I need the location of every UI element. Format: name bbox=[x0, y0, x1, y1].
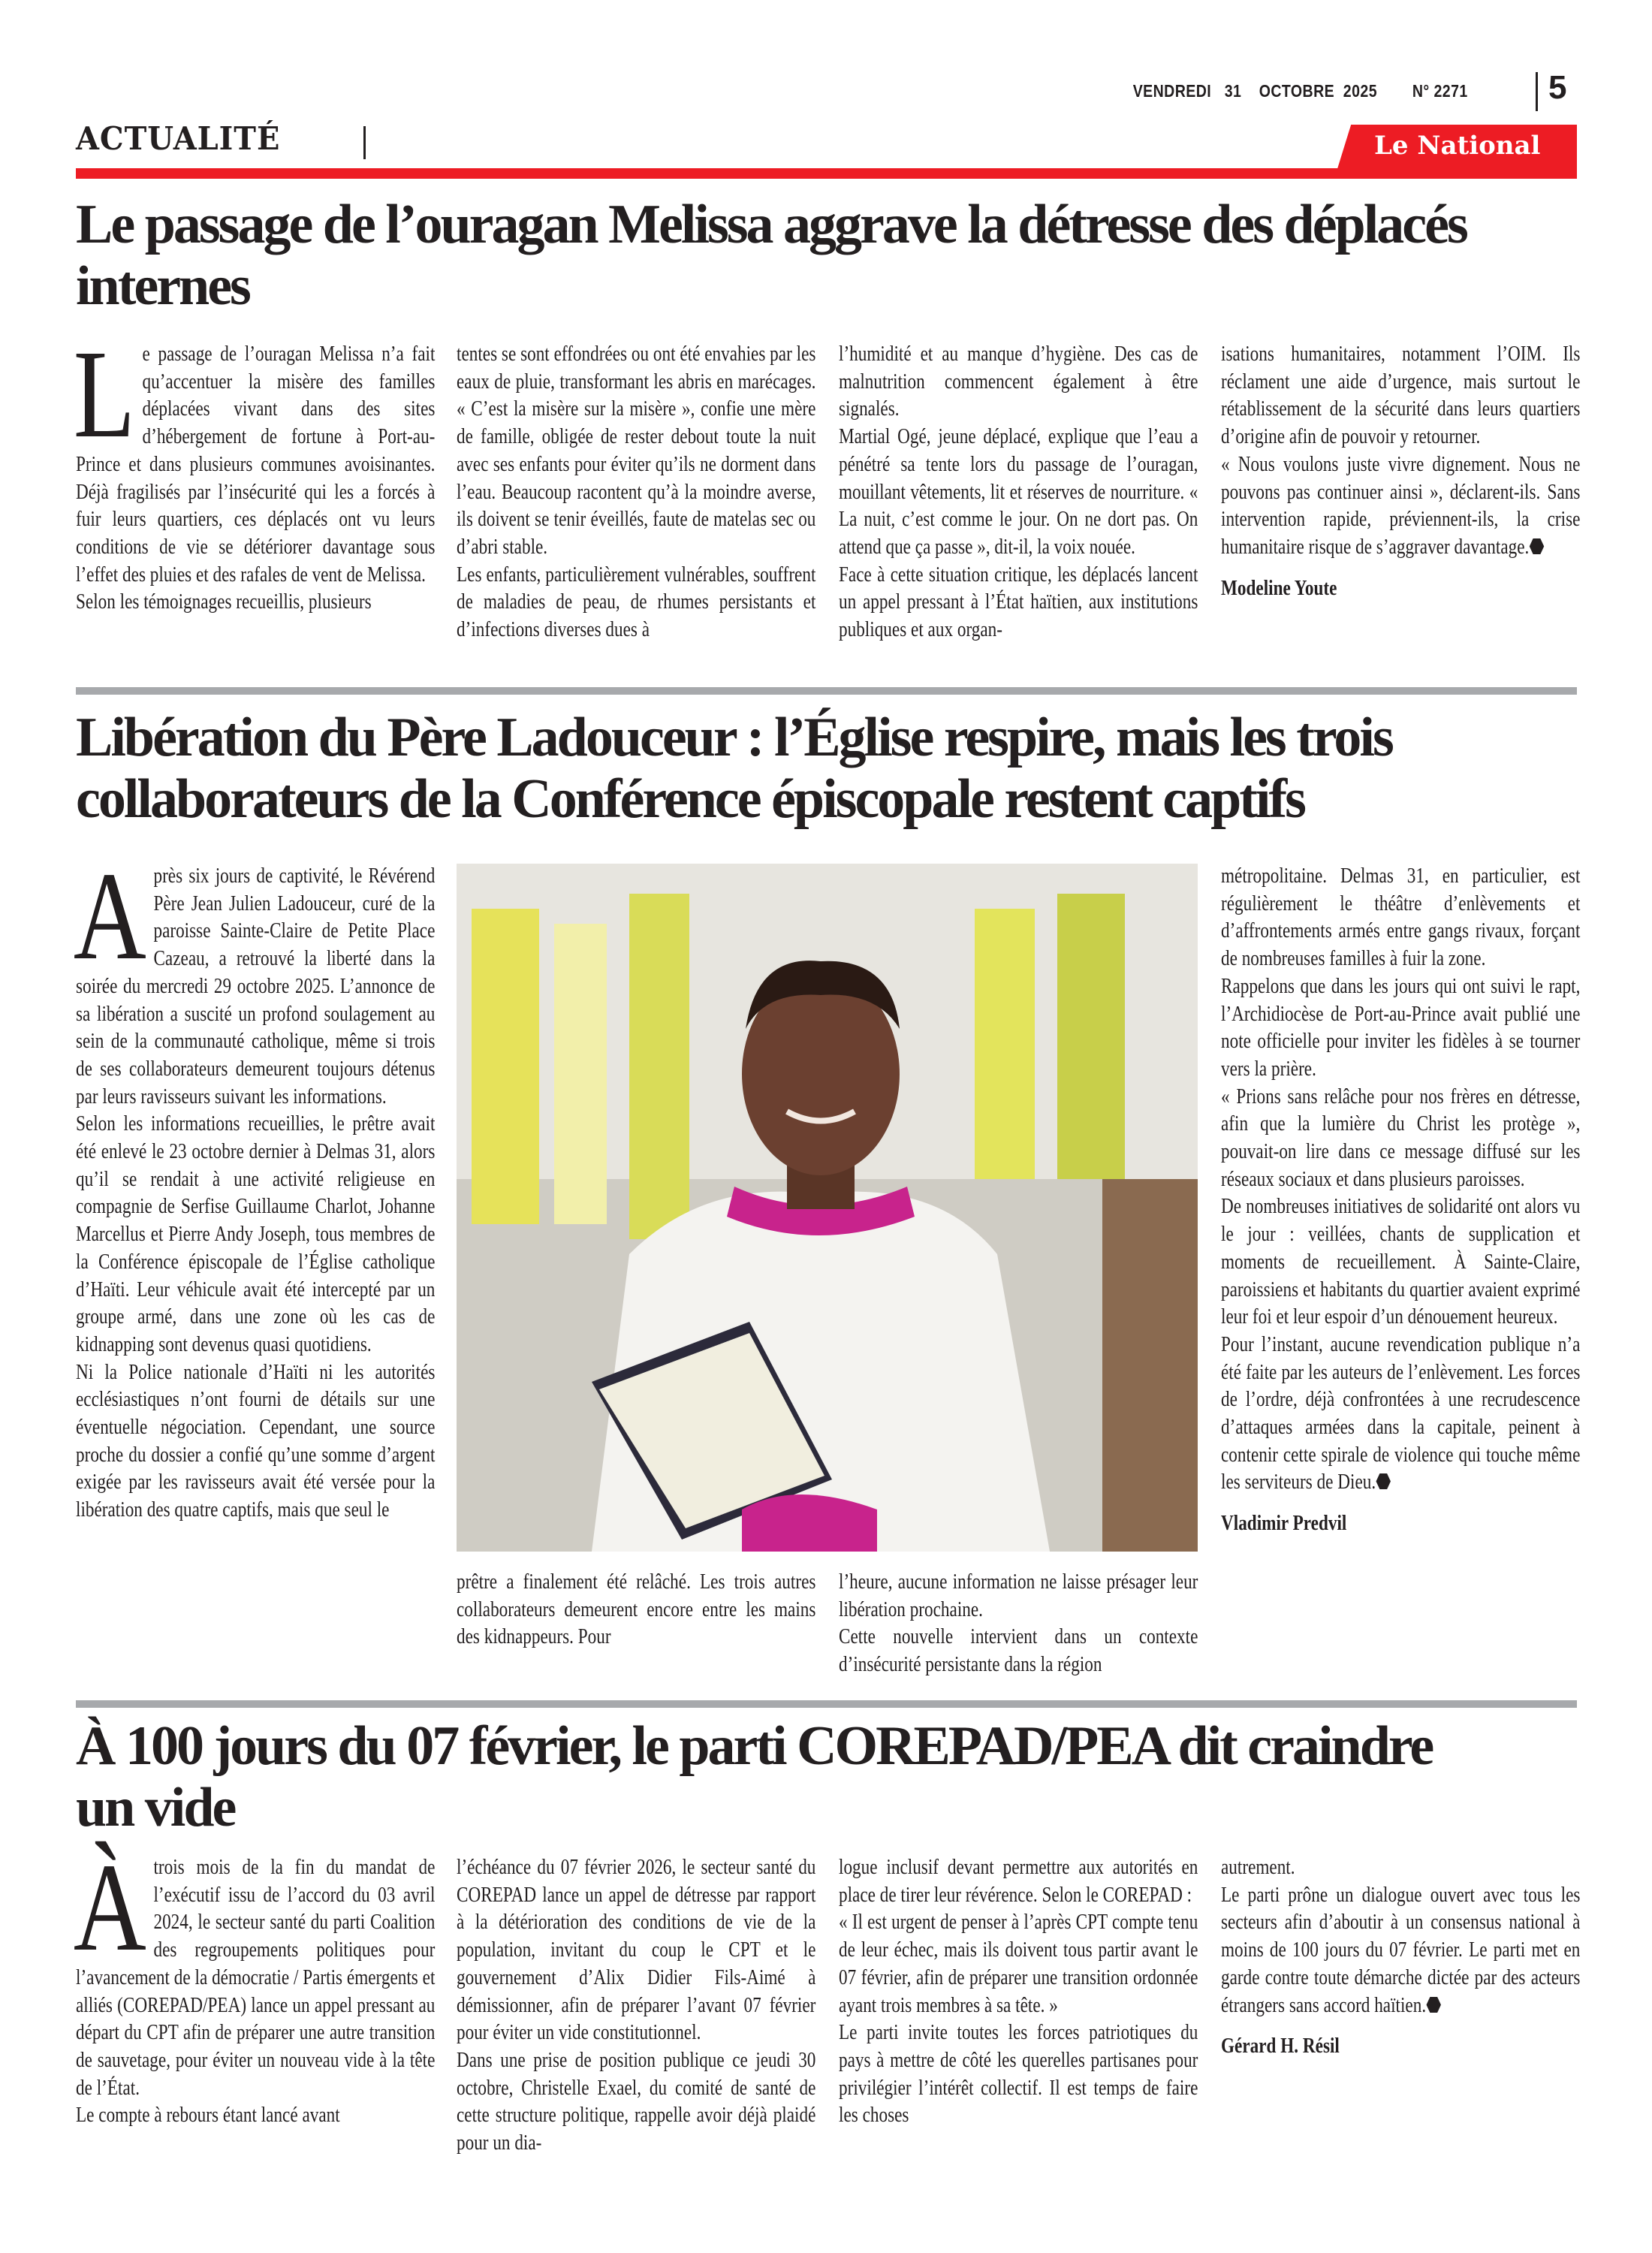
paragraph-text: Face à cette situation critique, les déplacés lancent un appel pressant à l’État haïtien, aux institutions publiques et aux organ- bbox=[839, 562, 1198, 642]
article-headline bbox=[76, 194, 1615, 317]
paragraph-text: Martial Ogé, jeune déplacé, explique que l’eau a pénétré sa tente lors du passage de l’ouragan, mouillant vêtements, lit et réserves de nourriture. « La nuit, c’est comme le jour. On ne dort pas. On attend que ça passe », dit-il, la voix nouée. bbox=[839, 424, 1198, 559]
article-author: Vladimir Predvil bbox=[1221, 1511, 1347, 1536]
paragraph-text: « Nous voulons juste vivre dignement. Nous ne pouvons pas continuer ainsi », déclarent-ils. Sans intervention rapide, préviennent-ils, la crise humanitaire risque de s’aggraver davantage.⬣ bbox=[1221, 451, 1581, 559]
paragraph bbox=[73, 846, 436, 1110]
headline-line: collaborateurs de la Conférence épiscopale restent captifs bbox=[76, 768, 1304, 830]
paragraph bbox=[73, 1838, 436, 2101]
paragraph bbox=[1221, 1331, 1580, 1496]
paragraph bbox=[1221, 340, 1580, 451]
paragraph-text: métropolitaine. Delmas 31, en particulier, est régulièrement le théâtre d’enlèvements et d’affrontements armés entre gangs rivaux, forçant de nombreuses familles à fuir la zone. bbox=[1221, 864, 1581, 971]
paragraph bbox=[73, 324, 436, 588]
text-column bbox=[457, 1853, 815, 2157]
headline-line: internes bbox=[76, 255, 249, 317]
section-divider bbox=[363, 126, 366, 159]
paragraph bbox=[1221, 1881, 1580, 2019]
text-column bbox=[1221, 1853, 1580, 2060]
paragraph-text: l’échéance du 07 février 2026, le secteur santé du COREPAD lance un appel de détresse par rapport à la détérioration des conditions de vie de la population, invitant du coup le CPT et le gouvernement d’Alix Didier Fils-Aimé à démissionner, afin de préparer l’avant 07 février pour éviter un vide constitutionnel. bbox=[457, 1855, 816, 2045]
issue-dateline: VENDREDI 31 OCTOBRE 2025 N° 2271 bbox=[1133, 81, 1468, 101]
article-author: Modeline Youte bbox=[1221, 575, 1337, 600]
paragraph-text: tentes se sont effondrées ou ont été envahies par les eaux de pluie, transformant les abris en marécages. « C’est la misère sur la misère », confie une mère de famille, obligée de rester debout toute la nuit avec ses enfants pour éviter qu’ils ne dorment dans l’eau. Beaucoup racontent qu’à la moindre averse, ils doivent se tenir éveillés, faute de matelas sec ou d’abri stable. bbox=[457, 342, 816, 559]
headline-line: À 100 jours du 07 février, le parti COREPAD/PEA dit craindre bbox=[76, 1715, 1433, 1777]
paragraph-text: logue inclusif devant permettre aux autorités en place de tirer leur révérence. Selon le COREPAD : bbox=[839, 1855, 1198, 1907]
article-author: Gérard H. Résil bbox=[1221, 2034, 1340, 2058]
paragraph-text: Le parti prône un dialogue ouvert avec tous les secteurs afin d’aboutir à un consensus national à moins de 100 jours du 07 février. Le parti met en garde contre toute démarche dictée par des acteurs étrangers sans accord haïtien.⬣ bbox=[1221, 1882, 1581, 2017]
paragraph-text: près six jours de captivité, le Révérend Père Jean Julien Ladouceur, curé de la paroisse Sainte-Claire de Petite Place Cazeau, a retrouvé la liberté dans la soirée du mercredi 29 octobre 2025. L’annonce de sa libération a suscité un profond soulagement au sein de la communauté catholique, même si trois de ses collaborateurs demeurent toujours détenus par leurs ravisseurs suivant les informations. bbox=[76, 864, 436, 1108]
paragraph bbox=[76, 1359, 435, 1524]
text-column bbox=[839, 1853, 1198, 2129]
paragraph-text: isations humanitaires, notamment l’OIM. Ils réclament une aide d’urgence, mais surtout le rétablissement de la sécurité dans leurs quartiers d’origine afin de pouvoir y retourner. bbox=[1221, 342, 1581, 449]
paragraph-text: e passage de l’ouragan Melissa n’a fait qu’accentuer la misère des familles déplacées vivant dans des sites d’hébergement de fortune à Port-au-Prince et dans plusieurs communes avoisinantes. Déjà fragilisés par l’insécurité qui les a forcés à fuir leurs quartiers, ces déplacés ont vu leurs conditions de vie se détériorer davantage sous l’effet des pluies et des rafales de vent de Melissa. bbox=[76, 342, 436, 587]
paragraph-text: Cette nouvelle intervient dans un contexte d’insécurité persistante dans la région bbox=[839, 1624, 1198, 1677]
paragraph-text: l’humidité et au manque d’hygiène. Des cas de malnutrition commencent également à être signalés. bbox=[839, 342, 1198, 421]
text-column bbox=[73, 846, 436, 1524]
paragraph-text: Pour l’instant, aucune revendication publique n’a été faite par les auteurs de l’enlèvement. Les forces de l’ordre, déjà confrontées à une recrudescence d’attaques armées dans la capitale, peinent à contenir cette spirale de violence qui touche même les serviteurs de Dieu.⬣ bbox=[1221, 1332, 1581, 1494]
paragraph bbox=[839, 340, 1198, 423]
paragraph-text: prêtre a finalement été relâché. Les trois autres collaborateurs demeurent encore entre les mains des kidnappeurs. Pour bbox=[457, 1570, 816, 1649]
text-column bbox=[839, 340, 1198, 644]
paragraph bbox=[839, 1623, 1198, 1678]
paragraph bbox=[457, 2046, 815, 2157]
drop-cap: A bbox=[73, 846, 146, 986]
priest-illustration bbox=[457, 864, 1198, 1552]
text-column bbox=[73, 1838, 436, 2129]
paragraph bbox=[1221, 1853, 1580, 1881]
article-separator bbox=[76, 1700, 1577, 1708]
priest-photo bbox=[457, 864, 1198, 1552]
text-column bbox=[839, 1568, 1198, 1678]
article-separator bbox=[76, 687, 1577, 695]
paragraph bbox=[839, 1908, 1198, 2019]
text-column bbox=[1221, 862, 1580, 1537]
article-headline bbox=[76, 707, 1615, 830]
paragraph bbox=[1221, 1193, 1580, 1331]
paragraph bbox=[839, 2019, 1198, 2129]
paragraph bbox=[457, 340, 815, 561]
paragraph-text: « Prions sans relâche pour nos frères en détresse, afin que la lumière du Christ les protège », pouvait-on lire dans ce message diffusé sur les réseaux sociaux et dans plusieurs paroisses. bbox=[1221, 1084, 1581, 1191]
drop-cap: À bbox=[73, 1838, 146, 1977]
page-number: 5 bbox=[1548, 69, 1567, 106]
paragraph-text: Dans une prise de position publique ce jeudi 30 octobre, Christelle Exael, du comité de santé de cette structure politique, rappelle avoir déjà plaidé pour un dia- bbox=[457, 2047, 816, 2155]
drop-cap: L bbox=[73, 324, 135, 464]
paragraph-text: Les enfants, particulièrement vulnérables, souffrent de maladies de peau, de rhumes persistants et d’infections diverses dues à bbox=[457, 562, 816, 642]
paragraph bbox=[457, 1853, 815, 2046]
paragraph bbox=[1221, 862, 1580, 973]
text-column bbox=[1221, 340, 1580, 602]
paragraph bbox=[1221, 451, 1580, 561]
text-column bbox=[457, 1568, 815, 1651]
paragraph-text: Le compte à rebours étant lancé avant bbox=[76, 2103, 340, 2128]
article-headline bbox=[76, 1715, 1615, 1838]
headline-line: Libération du Père Ladouceur : l’Église respire, mais les trois bbox=[76, 707, 1392, 768]
paragraph-text: Le parti invite toutes les forces patriotiques du pays à mettre de côté les querelles partisanes pour privilégier l’intérêt collectif. Il est temps de faire les choses bbox=[839, 2020, 1198, 2128]
paragraph-text: autrement. bbox=[1221, 1855, 1295, 1879]
paragraph bbox=[76, 2101, 435, 2129]
headline-line: un vide bbox=[76, 1777, 235, 1838]
paragraph bbox=[839, 561, 1198, 644]
brand-logo: Le National bbox=[1374, 131, 1541, 161]
paragraph-text: Ni la Police nationale d’Haïti ni les autorités ecclésiastiques n’ont fourni de détails sur une éventuelle négociation. Cependant, une source proche du dossier a confié qu’une somme d’argent exigée par les ravisseurs avait été versée pour la libération des quatre captifs, mais que seul le bbox=[76, 1359, 436, 1522]
paragraph bbox=[839, 1853, 1198, 1908]
paragraph bbox=[839, 1568, 1198, 1623]
paragraph bbox=[76, 1110, 435, 1358]
paragraph-text: Rappelons que dans les jours qui ont suivi le rapt, l’Archidiocèse de Port-au-Prince avait publié une note officielle pour inviter les fidèles à se tourner vers la prière. bbox=[1221, 973, 1581, 1081]
headline-line: Le passage de l’ouragan Melissa aggrave la détresse des déplacés bbox=[76, 194, 1467, 255]
paragraph-text: trois mois de la fin du mandat de l’exécutif issu de l’accord du 03 avril 2024, le secteur santé du parti Coalition des regroupements politiques pour l’avancement de la démocratie / Partis émergents et alliés (COREPAD/PEA) lance un appel pressant au départ du CPT afin de préparer une autre transition de sauvetage, pour éviter un nouveau vide à la tête de l’État. bbox=[76, 1855, 436, 2100]
paragraph-text: De nombreuses initiatives de solidarité ont alors vu le jour : veillées, chants de supplication et moments de recueillement. À Sainte-Claire, paroissiens et habitants du quartier avaient exprimé leur foi et leur espoir d’un dénouement heureux. bbox=[1221, 1194, 1581, 1329]
paragraph-text: Selon les informations recueillies, le prêtre avait été enlevé le 23 octobre dernier à Delmas 31, alors qu’il se rendait à une activité religieuse en compagnie de Serfise Guillaume Charlot, Johanne Marcellus et Pierre Andy Joseph, tous membres de la Conférence épiscopale de l’Église catholique d’Haïti. Leur véhicule avait été intercepté par un groupe armé, dans une zone où les cas de kidnapping sont devenus quasi quotidiens. bbox=[76, 1111, 436, 1356]
paragraph-text: « Il est urgent de penser à l’après CPT compte tenu de leur échec, mais ils doivent tous partir avant le 07 février, afin de préparer une transition ordonnée ayant trois membres à sa tête. » bbox=[839, 1910, 1198, 2017]
paragraph bbox=[76, 588, 435, 616]
text-column bbox=[73, 324, 436, 616]
section-title: ACTUALITÉ bbox=[76, 120, 281, 157]
text-column bbox=[457, 340, 815, 644]
paragraph bbox=[839, 423, 1198, 561]
paragraph bbox=[457, 561, 815, 644]
paragraph bbox=[1221, 973, 1580, 1083]
paragraph-text: l’heure, aucune information ne laisse présager leur libération prochaine. bbox=[839, 1570, 1198, 1621]
paragraph bbox=[457, 1568, 815, 1651]
page-number-divider bbox=[1536, 72, 1538, 111]
paragraph-text: Selon les témoignages recueillis, plusieurs bbox=[76, 590, 372, 614]
paragraph bbox=[1221, 1083, 1580, 1193]
